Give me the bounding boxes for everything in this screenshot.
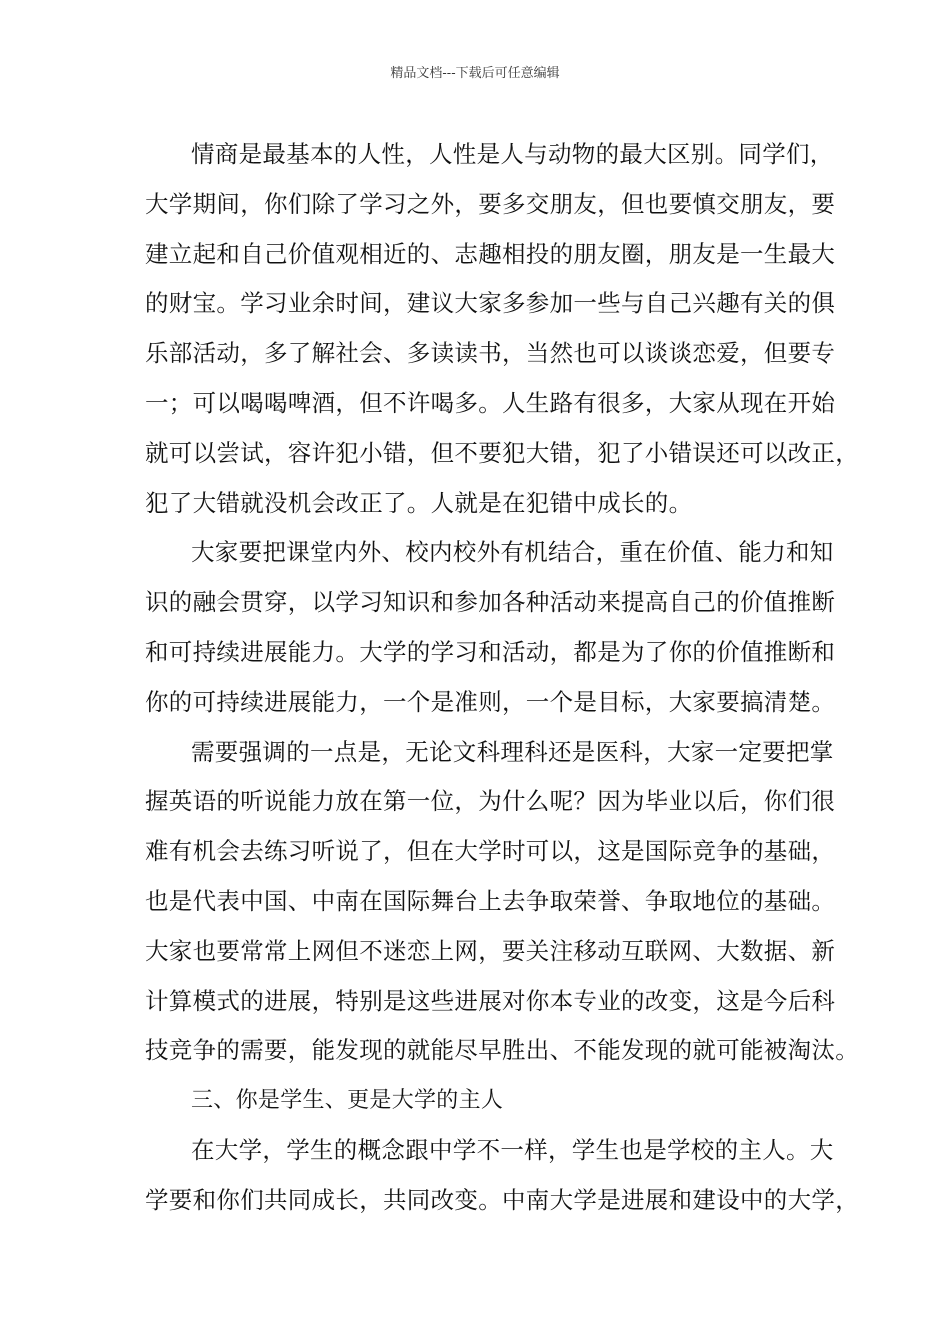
paragraph-line: 一；可以喝喝啤酒，但不许喝多。人生路有很多，大家从现在开始	[145, 388, 836, 417]
paragraph-line: 大家要把课堂内外、校内校外有机结合，重在价值、能力和知	[191, 538, 834, 567]
paragraph-line: 技竞争的需要，能发现的就能尽早胜出、不能发现的就可能被淘汰。	[145, 1036, 859, 1065]
paragraph-line: 犯了大错就没机会改正了。人就是在犯错中成长的。	[145, 488, 693, 517]
paragraph-line: 你的可持续进展能力，一个是准则，一个是目标，大家要搞清楚。	[145, 687, 836, 716]
paragraph-line: 大家也要常常上网但不迷恋上网，要关注移动互联网、大数据、新	[145, 936, 836, 965]
page-header: 精品文档---下载后可任意编辑	[390, 66, 560, 81]
document-body	[145, 130, 859, 1226]
paragraph-line: 建立起和自己价值观相近的、志趣相投的朋友圈，朋友是一生最大	[145, 239, 836, 268]
paragraph-line: 识的融会贯穿，以学习知识和参加各种活动来提高自己的价值推断	[145, 588, 836, 617]
paragraph-line: 学要和你们共同成长，共同改变。中南大学是进展和建设中的大学，	[145, 1185, 859, 1214]
paragraph-line: 情商是最基本的人性，人性是人与动物的最大区别。同学们，	[191, 140, 834, 168]
paragraph-line: 乐部活动，多了解社会、多读读书，当然也可以谈谈恋爱，但要专	[145, 339, 836, 368]
paragraph-line: 需要强调的一点是，无论文科理科还是医科，大家一定要把掌	[191, 737, 834, 766]
paragraph-line: 计算模式的进展，特别是这些进展对你本专业的改变，这是今后科	[145, 986, 836, 1015]
paragraph-line: 难有机会去练习听说了，但在大学时可以，这是国际竞争的基础，	[145, 837, 836, 866]
paragraph-line: 就可以尝试，容许犯小错，但不要犯大错，犯了小错误还可以改正，	[145, 438, 859, 467]
paragraph-line: 握英语的听说能力放在第一位，为什么呢？因为毕业以后，你们很	[145, 787, 836, 816]
paragraph-line: 的财宝。学习业余时间，建议大家多参加一些与自己兴趣有关的俱	[145, 289, 836, 318]
paragraph-line: 也是代表中国、中南在国际舞台上去争取荣誉、争取地位的基础。	[145, 886, 836, 915]
paragraph-line: 在大学，学生的概念跟中学不一样，学生也是学校的主人。大	[191, 1135, 834, 1164]
section-heading: 三、你是学生、更是大学的主人	[191, 1088, 504, 1114]
paragraph-line: 大学期间，你们除了学习之外，要多交朋友，但也要慎交朋友，要	[145, 189, 836, 218]
paragraph-line: 和可持续进展能力。大学的学习和活动，都是为了你的价值推断和	[145, 637, 836, 666]
